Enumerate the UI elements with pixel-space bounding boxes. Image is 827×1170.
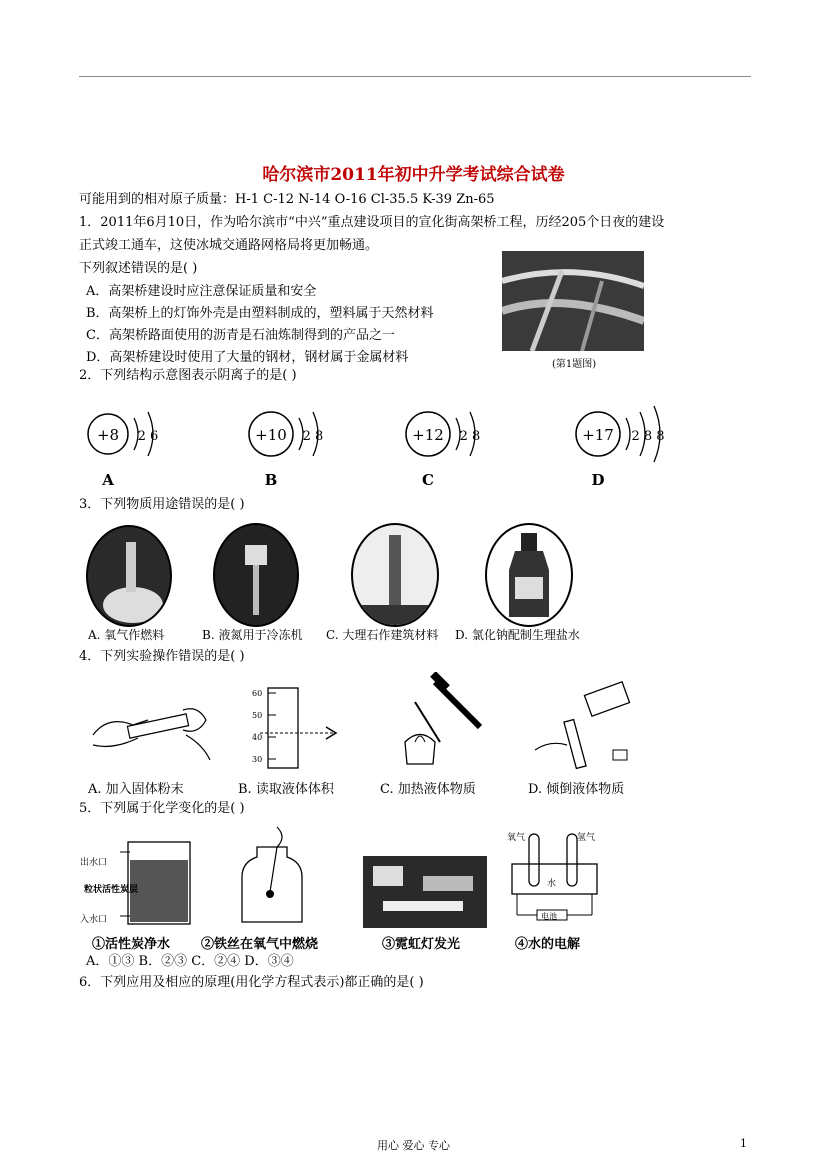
label-carbon: 粒状活性炭层 [84, 885, 139, 895]
shells-a: 2 6 [137, 429, 159, 444]
q4-caption-d: D. 倾倒液体物质 [528, 782, 625, 797]
q3-caption-d: D. 氯化钠配制生理盐水 [455, 628, 580, 642]
q4-caption-b: B. 读取液体体积 [238, 782, 334, 797]
header-rule [79, 76, 751, 77]
photo-marble-pillar [351, 523, 439, 627]
carbon-filter-figure [80, 830, 200, 930]
bridge-photo [502, 251, 644, 351]
tick-60: 60 [252, 689, 263, 698]
q4-stem: 4．下列实验操作错误的是( ) [79, 649, 245, 664]
photo-saline-bottle [485, 523, 573, 627]
tick-40: 40 [252, 733, 263, 742]
q2-stem: 2．下列结构示意图表示阴离子的是( ) [79, 368, 297, 383]
label-d: D [591, 471, 605, 489]
q3-caption-a: A. 氧气作燃料 [88, 628, 165, 642]
nucleus-a: +8 [96, 426, 120, 444]
shells-c: 2 8 [459, 429, 481, 444]
photo-liquid-nitrogen [213, 523, 299, 627]
neon-light-photo [363, 856, 487, 928]
nucleus-b: +10 [255, 426, 287, 444]
q5-caption-3: ③霓虹灯发光 [382, 937, 461, 952]
q3-stem: 3．下列物质用途错误的是( ) [79, 497, 245, 512]
q3-caption-c: C. 大理石作建筑材料 [326, 628, 439, 642]
page-title: 哈尔滨市2011年初中升学考试综合试卷 [262, 165, 565, 185]
iron-burning-figure [232, 822, 312, 930]
q3-caption-b: B. 液氮用于冷冻机 [202, 628, 303, 642]
atomic-masses: 可能用到的相对原子质量：H-1 C-12 N-14 O-16 Cl-35.5 K-39 Zn-65 [79, 192, 495, 207]
q1-stem-line3: 下列叙述错误的是( ) [79, 261, 198, 276]
label-battery: 电池 [541, 912, 557, 921]
label-a: A [102, 471, 114, 489]
q5-caption-4: ④水的电解 [515, 937, 581, 952]
q5-stem: 5．下列属于化学变化的是( ) [79, 801, 245, 816]
label-water: 水 [547, 879, 557, 889]
q1-figure-caption: (第1题图) [552, 359, 597, 370]
q5-caption-1: ①活性炭净水 [92, 937, 171, 952]
tick-50: 50 [252, 711, 263, 720]
graduated-cylinder-figure [248, 683, 348, 773]
q1-stem-line1: 1．2011年6月10日，作为哈尔滨市“中兴”重点建设项目的宣化街高架桥工程，历经205个日夜的建设 [79, 215, 665, 230]
q6-stem: 6．下列应用及相应的原理(用化学方程式表示)都正确的是( ) [79, 975, 424, 990]
diagram-d [576, 406, 665, 489]
diagram-c [406, 412, 480, 489]
q1-option-c: C．高架桥路面使用的沥青是石油炼制得到的产品之一 [86, 328, 395, 343]
nucleus-d: +17 [582, 426, 614, 444]
electrolysis-figure [507, 826, 607, 926]
tick-30: 30 [252, 755, 263, 764]
powder-addition-figure [88, 680, 213, 770]
heating-liquid-figure [385, 672, 495, 772]
page-number: 1 [740, 1137, 747, 1150]
label-inlet: 入水口 [80, 915, 108, 925]
footer-motto: 用心 爱心 专心 [377, 1139, 450, 1152]
atomic-structure-diagrams [80, 392, 680, 492]
label-c: C [422, 471, 434, 489]
q4-caption-a: A. 加入固体粉末 [88, 782, 184, 797]
pouring-liquid-figure [525, 680, 635, 775]
nucleus-c: +12 [412, 426, 444, 444]
label-b: B [264, 471, 278, 489]
label-oxygen: 氧气 [507, 833, 526, 843]
photo-rocket [86, 525, 172, 627]
q5-answer-options: A．①③ B．②③ C．②④ D．③④ [86, 954, 294, 969]
q4-caption-c: C. 加热液体物质 [380, 782, 476, 797]
q1-stem-line2: 正式竣工通车，这使冰城交通路网格局将更加畅通。 [79, 238, 379, 253]
diagram-b [249, 412, 323, 489]
shells-d: 2 8 8 [631, 429, 665, 444]
q5-caption-2: ②铁丝在氧气中燃烧 [201, 937, 319, 952]
label-outlet: 出水口 [80, 858, 108, 868]
shells-b: 2 8 [302, 429, 324, 444]
q1-option-b: B．高架桥上的灯饰外壳是由塑料制成的，塑料属于天然材料 [86, 306, 434, 321]
q1-option-d: D．高架桥建设时使用了大量的钢材，钢材属于金属材料 [86, 350, 409, 365]
diagram-a [88, 412, 158, 489]
q1-option-a: A．高架桥建设时应注意保证质量和安全 [86, 284, 317, 299]
bridge-photo-art [502, 251, 644, 351]
label-hydrogen: 氢气 [577, 833, 596, 843]
